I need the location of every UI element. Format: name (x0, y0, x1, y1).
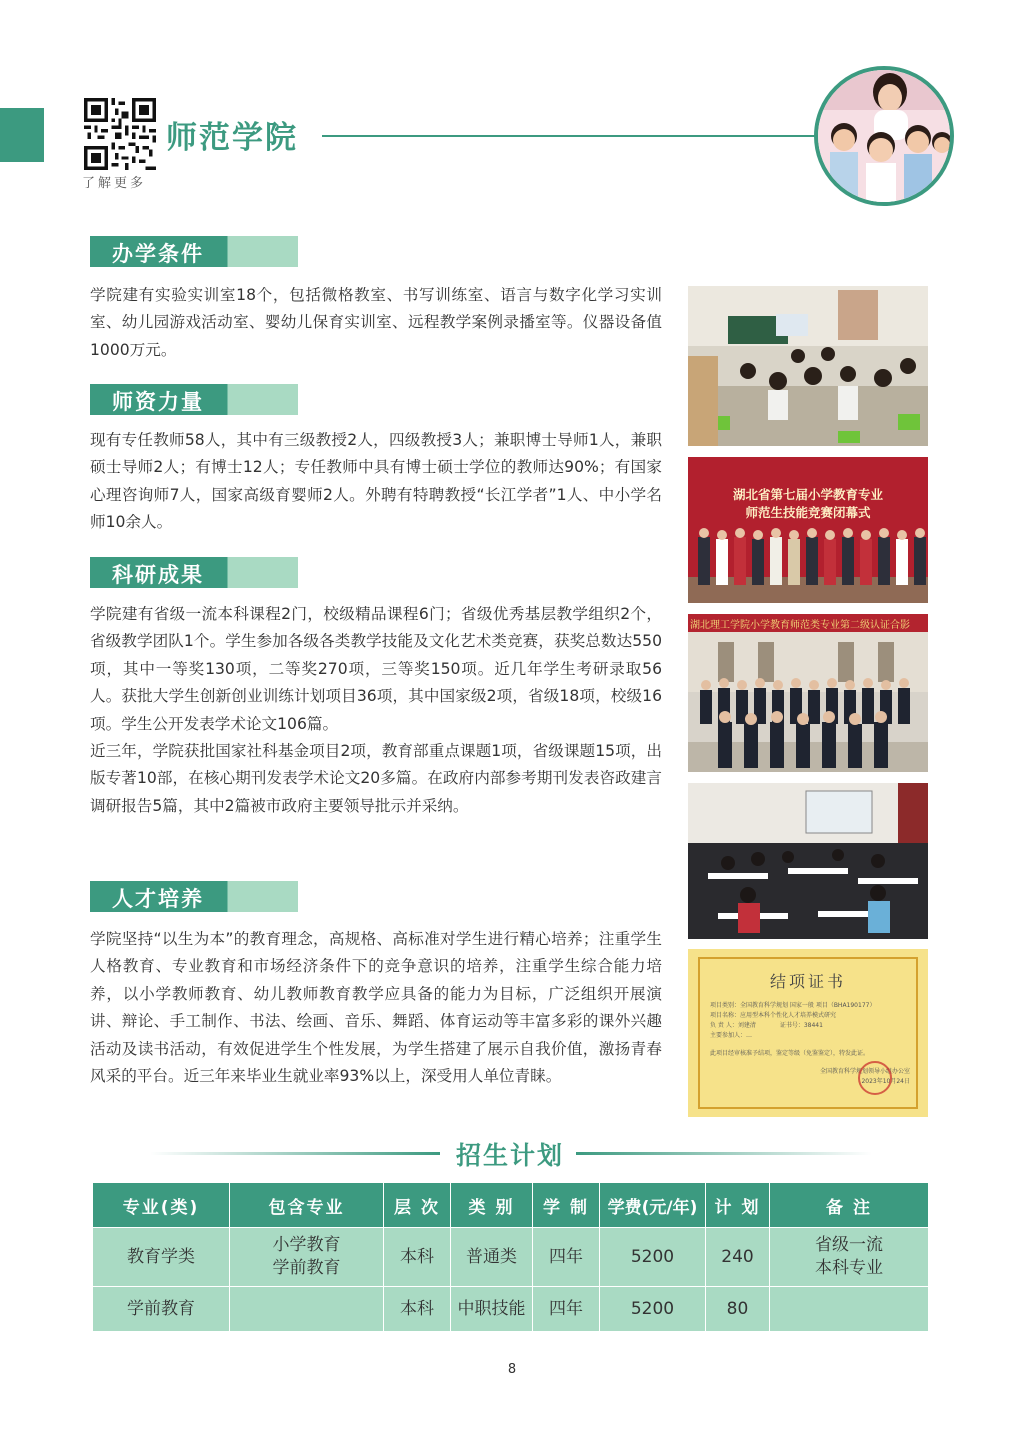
cell-level: 本科 (384, 1287, 451, 1332)
certification-group-photo (688, 614, 928, 772)
section-heading-research: 科研成果 (90, 557, 298, 588)
certificate-date: 2023年10月24日 (861, 1078, 910, 1085)
faculty-text (90, 427, 662, 537)
project-completion-certificate (688, 949, 928, 1117)
enrollment-plan-title: 招生计划 (455, 1141, 564, 1170)
included-major: 小学教育 (272, 1235, 341, 1255)
title-divider (322, 135, 842, 137)
cell-type: 普通类 (451, 1228, 533, 1287)
cell-type: 中职技能 (451, 1287, 533, 1332)
paragraph: 学院坚持“以生为本”的教育理念，高规格、高标准对学生进行精心培养；注重学生人格教育、专业教育和市场经济条件下的竞争意识的培养，注重学生综合能力培养，以小学教师教育、幼儿教师教育教学应具备的能力为目标，广泛组织开展演讲、辩论、手工制作、书法、绘画、音乐、舞蹈、体育运动等丰富多彩的课外兴趣活动及读书活动，有效促进学生个性发展，为学生搭建了展示自我价值，激扬青春风采的平台。近三年来毕业生就业率93%以上，深受用人单位青睐。 (90, 930, 662, 1086)
cell-level: 本科 (384, 1228, 451, 1287)
teacher-children-photo (814, 66, 954, 206)
cell-major: 教育学类 (93, 1228, 230, 1287)
certificate-line: 项目类别：全国教育科学规划 国家一般 项目（BHA190177） (710, 1002, 876, 1009)
column-header: 类 别 (451, 1183, 533, 1228)
column-header: 学 制 (533, 1183, 600, 1228)
paragraph: 现有专任教师58人，其中有三级教授2人，四级教授3人；兼职博士导师1人，兼职硕士导师2人；有博士12人；专任教师中具有博士硕士学位的教师达90%；有国家心理咨询师7人，国家高级育婴师2人。外聘有特聘教授“长江学者”1人、中小学名师10余人。 (90, 431, 662, 532)
section-heading-faculty: 师资力量 (90, 384, 298, 415)
certificate-issuer: 全国教育科学规划领导小组办公室 (819, 1068, 910, 1075)
cell-plan: 240 (706, 1228, 770, 1287)
banner-line-1: 湖北省第七届小学教育专业 (732, 487, 883, 502)
cell-major: 学前教育 (93, 1287, 230, 1332)
cell-includes (230, 1228, 384, 1287)
banner-text: 湖北理工学院小学教育师范类专业第二级认证合影 (690, 620, 910, 631)
page-number: 8 (507, 1362, 517, 1377)
paragraph: 学院建有省级一流本科课程2门，校级精品课程6门；省级优秀基层教学组织2个，省级教学团队1个。学生参加各级各类教学技能及文化艺术类竞赛，获奖总数达550项，其中一等奖130项，二等奖270项，三等奖150项。近几年学生考研录取56人。获批大学生创新创业训练计划项目36项，其中国家级2项，省级18项，校级16项。学生公开发表学术论文106篇。 (90, 605, 662, 733)
section-heading-training: 人才培养 (90, 881, 298, 912)
column-header: 备 注 (770, 1183, 929, 1228)
column-header: 学费(元/年) (600, 1183, 706, 1228)
qr-code-icon[interactable] (84, 98, 156, 170)
cell-plan: 80 (706, 1287, 770, 1332)
plan-divider-right (576, 1152, 872, 1155)
training-text (90, 926, 662, 1090)
paragraph: 学院建有实验实训室18个，包括微格教室、书写训练室、语言与数字化学习实训室、幼儿园游戏活动室、婴幼儿保育实训室、远程教学案例录播室等。仪器设备值1000万元。 (90, 286, 662, 359)
certificate-title: 结项证书 (769, 972, 846, 991)
banner-line-2: 师范生技能竞赛闭幕式 (745, 505, 871, 520)
table-header-row (93, 1183, 929, 1228)
enrollment-plan-table (92, 1182, 929, 1332)
research-text (90, 601, 662, 820)
cell-note (770, 1287, 929, 1332)
cell-includes (230, 1287, 384, 1332)
seal-stamp (858, 1061, 892, 1095)
column-header: 包含专业 (230, 1183, 384, 1228)
certificate-line: 项目名称：应用型本科个性化人才培养模式研究 (710, 1012, 837, 1019)
side-tab-decoration (0, 108, 44, 162)
column-header: 计 划 (706, 1183, 770, 1228)
competition-closing-photo (688, 457, 928, 603)
note-line: 本科专业 (815, 1258, 883, 1278)
piano-lab-photo (688, 783, 928, 939)
cell-fee: 5200 (600, 1228, 706, 1287)
certificate-line: 主要参加人：… (710, 1032, 753, 1039)
page-title: 师范学院 (166, 120, 298, 156)
facilities-text (90, 282, 662, 364)
plan-divider-left (150, 1152, 440, 1155)
paragraph: 近三年，学院获批国家社科基金项目2项，教育部重点课题1项，省级课题15项，出版专著10部，在核心期刊发表学术论文20多篇。在政府内部参考期刊发表咨政建言调研报告5篇，其中2篇被市政府主要领导批示并采纳。 (90, 742, 662, 815)
section-heading-facilities: 办学条件 (90, 236, 298, 267)
column-header: 层 次 (384, 1183, 451, 1228)
table-row (93, 1287, 929, 1332)
cell-duration: 四年 (533, 1228, 600, 1287)
cell-fee: 5200 (600, 1287, 706, 1332)
qr-caption: 了解更多 (82, 176, 147, 191)
cell-duration: 四年 (533, 1287, 600, 1332)
cell-note (770, 1228, 929, 1287)
included-major: 学前教育 (272, 1258, 341, 1278)
table-row (93, 1228, 929, 1287)
certificate-line: 负 责 人：刘建清 证书号：38441 (710, 1022, 823, 1029)
column-header: 专业(类) (93, 1183, 230, 1228)
certificate-line: 此项目经审核准予结项，鉴定等级（免鉴鉴定），特发此证。 (710, 1050, 870, 1057)
classroom-photo (688, 286, 928, 446)
note-line: 省级一流 (815, 1235, 883, 1255)
